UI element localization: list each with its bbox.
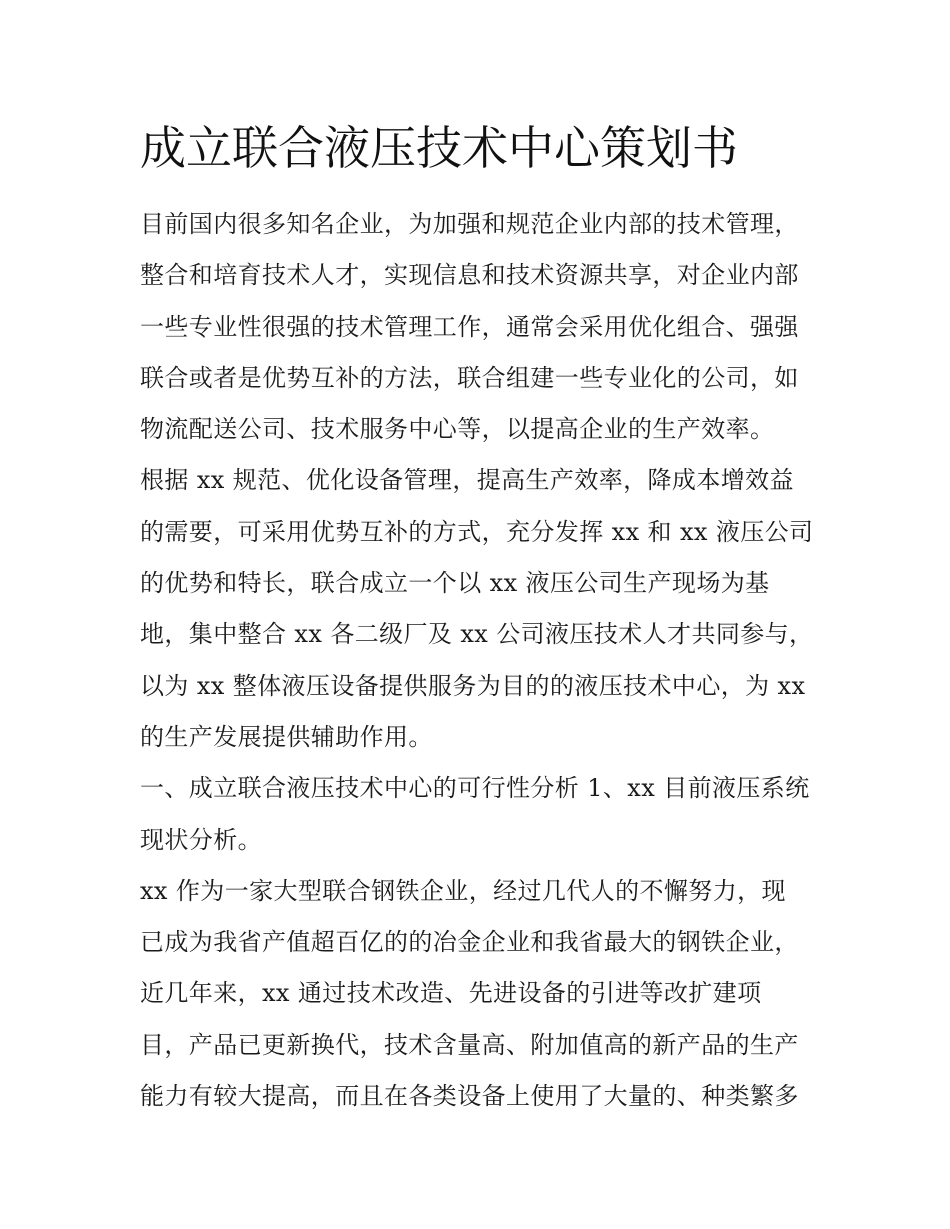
text-line: 联合或者是优势互补的方法，联合组建一些专业化的公司，如 (140, 363, 799, 392)
text-line: 的生产发展提供辅助作用。 (140, 722, 433, 751)
text-line: 已成为我省产值超百亿的的冶金企业和我省最大的钢铁企业， (140, 928, 799, 957)
text-line: 整合和培育技术人才，实现信息和技术资源共享，对企业内部 (140, 261, 799, 290)
text-line: 一些专业性很强的技术管理工作，通常会采用优化组合、强强 (140, 312, 799, 341)
text-line: 根据 xx 规范、优化设备管理，提高生产效率，降成本增效益 (140, 466, 794, 495)
text-line: 的优势和特长，联合成立一个以 xx 液压公司生产现场为基 (140, 569, 770, 598)
document-title: 成立联合液压技术中心策划书 (140, 121, 738, 175)
text-line: 近几年来，xx 通过技术改造、先进设备的引进等改扩建项 (140, 979, 762, 1008)
text-line: 物流配送公司、技术服务中心等，以提高企业的生产效率。 (140, 415, 775, 444)
text-line: 地，集中整合 xx 各二级厂及 xx 公司液压技术人才共同参与， (140, 620, 814, 649)
text-line: 的需要，可采用优势互补的方式，充分发挥 xx 和 xx 液压公司 (140, 517, 814, 546)
text-line: 目前国内很多知名企业，为加强和规范企业内部的技术管理， (140, 210, 799, 238)
text-line: 现状分析。 (140, 825, 262, 854)
text-line: 以为 xx 整体液压设备提供服务为目的的液压技术中心，为 xx (140, 671, 806, 700)
text-line: 能力有较大提高，而且在各类设备上使用了大量的、种类繁多 (140, 1082, 799, 1111)
text-line: 一、成立联合液压技术中心的可行性分析 1、xx 目前液压系统 (140, 774, 810, 803)
document-body (140, 202, 820, 1125)
text-line: 目，产品已更新换代，技术含量高、附加值高的新产品的生产 (140, 1030, 799, 1059)
text-line: xx 作为一家大型联合钢铁企业，经过几代人的不懈努力，现 (140, 876, 786, 905)
